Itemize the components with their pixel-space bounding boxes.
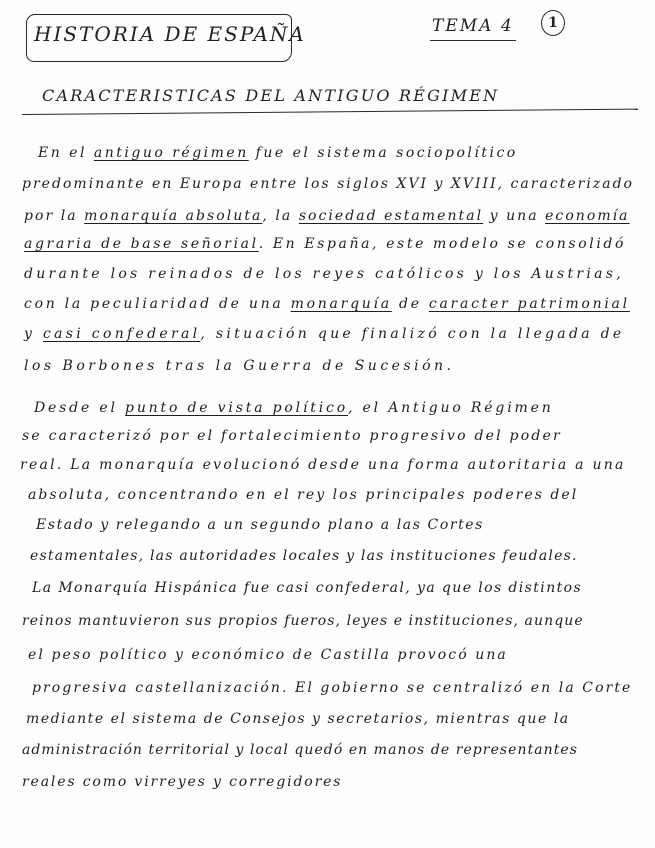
text-segment: real. La monarquía evolucionó desde una forma autoritaria a una — [20, 457, 626, 473]
page-title: HISTORIA DE ESPAÑA — [34, 22, 306, 46]
text-segment: por la — [24, 208, 85, 224]
text-segment: , la — [262, 208, 299, 224]
text-line — [24, 296, 630, 312]
text-segment: progresiva castellanización. El gobierno se centralizó en la Corte — [32, 680, 633, 696]
text-line — [28, 647, 508, 663]
text-line — [24, 326, 624, 342]
underlined-text: agraria de base señorial — [24, 236, 259, 252]
text-segment: Desde el — [34, 400, 126, 416]
text-segment: los Borbones tras la Guerra de Sucesión. — [24, 358, 455, 374]
text-segment: y una — [483, 208, 546, 224]
text-line — [24, 266, 624, 282]
text-segment: , el Antiguo Régimen — [347, 400, 554, 416]
text-segment: mediante el sistema de Consejos y secretarios, mientras que la — [26, 711, 570, 727]
text-segment: y — [24, 326, 43, 342]
text-line — [22, 742, 578, 758]
text-line — [22, 613, 584, 629]
text-line — [20, 457, 626, 473]
text-segment: durante los reinados de los reyes católicos y los Austrias, — [24, 266, 624, 282]
text-line — [22, 774, 342, 790]
text-line — [30, 548, 578, 564]
text-segment: de — [391, 296, 429, 312]
text-line — [24, 208, 630, 224]
text-segment: , situación que finalizó con la llegada de — [200, 326, 625, 342]
underlined-text: antiguo régimen — [93, 145, 249, 161]
underlined-text: monarquía absoluta — [84, 208, 263, 224]
text-line — [38, 145, 518, 161]
text-line — [36, 517, 484, 533]
tema-label: TEMA 4 — [432, 16, 514, 36]
underlined-text: punto de vista político — [125, 400, 348, 416]
text-line — [22, 428, 562, 444]
text-line — [26, 711, 570, 727]
text-line — [32, 580, 582, 596]
page-number-badge: 1 — [541, 10, 565, 36]
tema-underline — [430, 40, 516, 41]
section-subtitle: CARACTERISTICAS DEL ANTIGUO RÉGIMEN — [42, 86, 500, 105]
text-segment: se caracterizó por el fortalecimiento progresivo del poder — [22, 428, 562, 444]
text-segment: En el — [38, 145, 94, 161]
underlined-text: caracter patrimonial — [428, 296, 630, 312]
text-segment: estamentales, las autoridades locales y las instituciones feudales. — [30, 548, 578, 564]
text-segment: administración territorial y local quedó en manos de representantes — [22, 742, 579, 758]
subtitle-rule — [22, 109, 638, 115]
text-line — [24, 358, 455, 374]
text-segment: con la peculiaridad de una — [24, 296, 291, 312]
text-line — [24, 236, 626, 252]
underlined-text: economía — [545, 208, 630, 224]
text-line — [22, 176, 634, 192]
text-segment: absoluta, concentrando en el rey los principales poderes del — [28, 487, 579, 503]
text-segment: . En España, este modelo se consolidó — [258, 236, 627, 252]
text-line — [28, 487, 578, 503]
text-line — [32, 680, 632, 696]
text-segment: Estado y relegando a un segundo plano a las Cortes — [36, 517, 484, 533]
text-segment: reinos mantuvieron sus propios fueros, leyes e instituciones, aunque — [22, 613, 584, 629]
text-segment: el peso político y económico de Castilla provocó una — [28, 647, 508, 663]
underlined-text: monarquía — [290, 296, 392, 312]
underlined-text: sociedad estamental — [298, 208, 484, 224]
text-segment: La Monarquía Hispánica fue casi confederal, ya que los distintos — [32, 580, 583, 596]
underlined-text: casi confederal — [42, 326, 201, 342]
text-segment: reales como virreyes y corregidores — [22, 774, 343, 790]
text-segment: predominante en Europa entre los siglos XVI y XVIII, caracterizado — [22, 176, 634, 192]
text-line — [34, 400, 554, 416]
text-segment: fue el sistema sociopolítico — [248, 145, 518, 161]
